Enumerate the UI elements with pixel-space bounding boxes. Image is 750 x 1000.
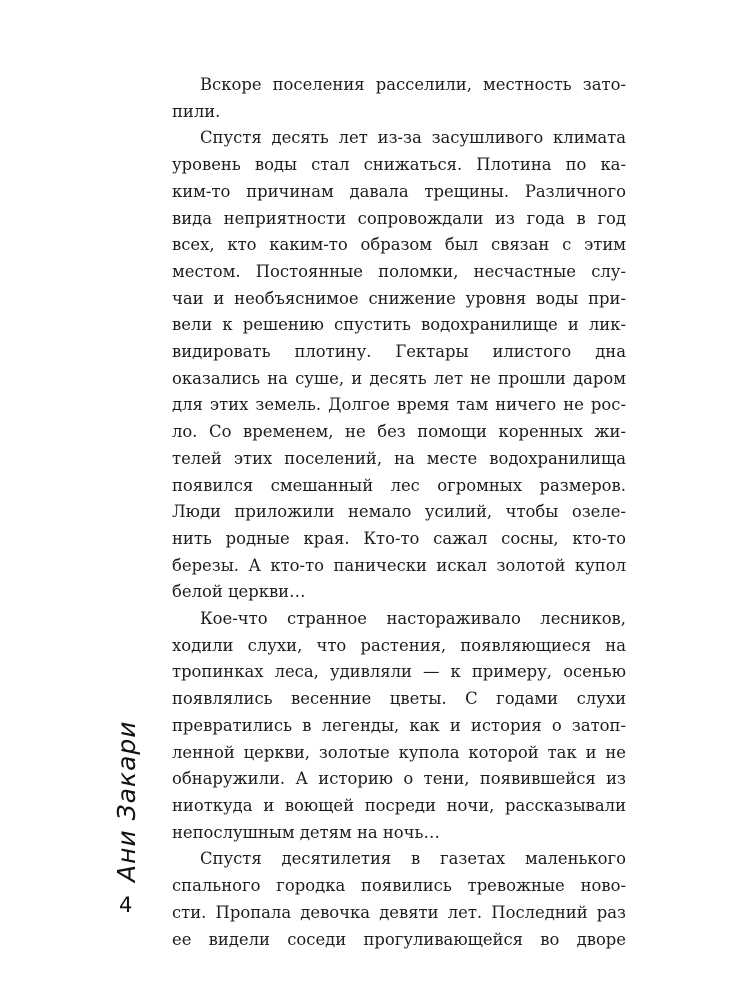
text-line: Люди приложили немало усилий, чтобы озеле- xyxy=(172,502,626,522)
text-line: белой церкви… xyxy=(172,582,306,602)
text-line: березы. А кто-то панически искал золотой купол xyxy=(172,555,626,575)
text-line: вели к решению спустить водохранилище и лик- xyxy=(172,315,626,335)
text-line: вида неприятности сопровождали из года в год xyxy=(172,208,626,228)
text-line: тропинках леса, удивляли — к примеру, осенью xyxy=(172,662,626,682)
text-line: ее видели соседи прогуливающейся во дворе xyxy=(172,929,626,949)
text-line: превратились в легенды, как и история о затоп- xyxy=(172,715,626,735)
text-line: Спустя десять лет из-за засушливого климата xyxy=(200,128,626,148)
text-line: местом. Постоянные поломки, несчастные слу- xyxy=(172,261,626,281)
text-line: для этих земель. Долгое время там ничего не рос- xyxy=(172,395,626,415)
text-line: всех, кто каким-то образом был связан с этим xyxy=(172,235,626,255)
text-line: телей этих поселений, на месте водохранилища xyxy=(172,448,626,468)
text-line: ленной церкви, золотые купола которой так и не xyxy=(172,742,626,762)
text-line: Кое-что странное настораживало лесников, xyxy=(200,609,626,629)
text-line: уровень воды стал снижаться. Плотина по ка- xyxy=(172,155,626,175)
text-line: ло. Со временем, не без помощи коренных жи- xyxy=(172,422,626,442)
text-line: нить родные края. Кто-то сажал сосны, кто-то xyxy=(172,528,626,548)
text-line: появился смешанный лес огромных размеров. xyxy=(172,475,626,495)
text-line: непослушным детям на ночь… xyxy=(172,822,440,842)
page-number: 4 xyxy=(119,893,133,917)
text-line: оказались на суше, и десять лет не прошли даром xyxy=(172,368,626,388)
text-line: ким-то причинам давала трещины. Различного xyxy=(172,181,626,201)
text-line: ходили слухи, что растения, появляющиеся на xyxy=(172,635,626,655)
text-line: пили. xyxy=(172,101,221,121)
text-line: ниоткуда и воющей посреди ночи, рассказывали xyxy=(172,795,626,815)
text-line: видировать плотину. Гектары илистого дна xyxy=(172,342,626,362)
text-line: сти. Пропала девочка девяти лет. Последний раз xyxy=(172,902,626,922)
text-line: чаи и необъяснимое снижение уровня воды при- xyxy=(172,288,626,308)
text-line: появлялись весенние цветы. С годами слухи xyxy=(172,689,626,709)
text-line: Спустя десятилетия в газетах маленького xyxy=(200,849,626,869)
text-line: Вскоре поселения расселили, местность зато- xyxy=(200,75,626,94)
text-line: спального городка появились тревожные ново- xyxy=(172,876,626,896)
body-text xyxy=(172,72,626,953)
running-header-author: Ани Закари xyxy=(112,720,141,882)
text-line: обнаружили. А историю о тени, появившейся из xyxy=(172,769,626,789)
